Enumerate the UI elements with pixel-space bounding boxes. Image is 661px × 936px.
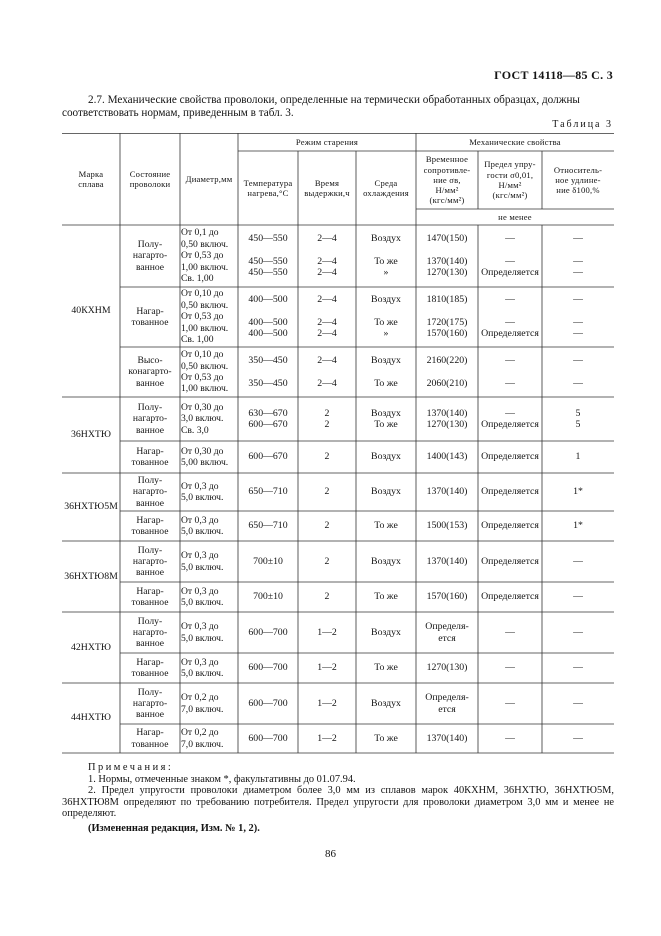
- medium-cell: Воздух: [371, 486, 401, 498]
- note-2: 2. Предел упругости проволоки диаметром более 3,0 мм из сплавов марок 40КХНМ, 36НХТЮ, 36НХТЮ5М, 36НХТЮ8М определяют по требованию потребителя. Предел упругости для проволоки диаметром 3,0 мм и менее не определяют.: [62, 785, 614, 820]
- diameter-cell: От 0,10 до 0,50 включ. От 0,53 до 1,00 включ.: [181, 349, 229, 395]
- header-min-note: не менее: [498, 211, 532, 222]
- time-cell: 1—2: [317, 662, 337, 674]
- medium-cell: То же: [374, 732, 398, 744]
- notes-title: Примечания:: [88, 762, 174, 773]
- header-temperature: Температура нагрева,°С: [243, 177, 293, 198]
- header-mech: Механические свойства: [469, 136, 561, 147]
- state-cell: Полу- нагарто- ванное: [132, 239, 168, 273]
- state-cell: Нагар- тованное: [131, 514, 169, 537]
- tensile-cell: 1370(140) 1270(130): [426, 407, 468, 430]
- tensile-cell: 1570(160): [426, 591, 468, 603]
- diameter-cell: От 0,2 до 7,0 включ.: [181, 727, 224, 750]
- time-cell: 2—4 2—4: [317, 355, 337, 389]
- intro-paragraph: 2.7. Механические свойства проволоки, определенные на термически обработанных образцах, должны соответствовать нормам, приведенным в табл. 3.: [62, 94, 580, 119]
- time-cell: 2—4 2—4 2—4: [317, 233, 337, 279]
- state-cell: Нагар- тованное: [131, 656, 169, 679]
- elongation-cell: — —: [573, 355, 583, 389]
- medium-cell: Воздух То же »: [371, 233, 401, 279]
- diameter-cell: От 0,3 до 5,0 включ.: [181, 621, 224, 644]
- elastic-cell: —: [505, 732, 515, 744]
- temperature-cell: 400—500 400—500 400—500: [248, 294, 288, 340]
- elastic-cell: — — Определяется: [481, 233, 539, 279]
- time-cell: 1—2: [317, 626, 337, 638]
- state-cell: Высо- конагарто- ванное: [128, 355, 172, 389]
- table-caption: Таблица 3: [552, 119, 613, 130]
- state-cell: Полу- нагарто- ванное: [132, 544, 168, 579]
- state-cell: Полу- нагарто- ванное: [132, 686, 168, 721]
- state-cell: Полу- нагарто- ванное: [132, 402, 168, 436]
- elastic-cell: Определяется: [481, 591, 539, 603]
- time-cell: 2: [324, 486, 330, 498]
- medium-cell: Воздух: [371, 555, 401, 567]
- diameter-cell: От 0,10 до 0,50 включ. От 0,53 до 1,00 включ. Св. 1,00: [181, 288, 229, 346]
- state-cell: Полу- нагарто- ванное: [132, 615, 168, 650]
- elongation-cell: 1*: [573, 520, 583, 532]
- state-cell: Нагар- тованное: [131, 445, 169, 468]
- time-cell: 2: [324, 520, 330, 532]
- temperature-cell: 600—670: [248, 451, 288, 463]
- tensile-cell: 1370(140): [426, 732, 468, 744]
- tensile-cell: Определя- ется: [425, 692, 469, 715]
- header-tensile: Временное сопротивле- ние σв, Н/мм² (кгс/мм²): [423, 154, 471, 206]
- elastic-cell: —: [505, 626, 515, 638]
- diameter-cell: От 0,30 до 3,0 включ. Св. 3,0: [181, 401, 224, 436]
- elastic-cell: — —: [505, 355, 515, 389]
- time-cell: 1—2: [317, 732, 337, 744]
- temperature-cell: 650—710: [248, 520, 288, 532]
- header-diameter: Диаметр,мм: [185, 173, 233, 184]
- tensile-cell: Определя- ется: [425, 621, 469, 644]
- medium-cell: То же: [374, 520, 398, 532]
- tensile-cell: 1500(153): [426, 520, 468, 532]
- time-cell: 2: [324, 591, 330, 603]
- diameter-cell: От 0,2 до 7,0 включ.: [181, 692, 224, 715]
- header-time: Время выдержки,ч: [304, 177, 350, 198]
- edition-note: (Измененная редакция, Изм. № 1, 2).: [88, 822, 260, 834]
- medium-cell: То же: [374, 662, 398, 674]
- medium-cell: Воздух: [371, 626, 401, 638]
- diameter-cell: От 0,3 до 5,0 включ.: [181, 585, 224, 608]
- standard-header: ГОСТ 14118—85 С. 3: [494, 68, 613, 82]
- header-medium: Среда охлаждения: [363, 177, 409, 198]
- elongation-cell: —: [573, 555, 583, 567]
- tensile-cell: 1370(140): [426, 555, 468, 567]
- elongation-cell: 5 5: [575, 407, 581, 430]
- medium-cell: Воздух То же: [371, 407, 401, 430]
- temperature-cell: 450—550 450—550 450—550: [248, 233, 288, 279]
- elastic-cell: Определяется: [481, 520, 539, 532]
- elastic-cell: —: [505, 697, 515, 709]
- state-cell: Нагар- тованное: [131, 585, 169, 608]
- time-cell: 1—2: [317, 697, 337, 709]
- temperature-cell: 600—700: [248, 697, 288, 709]
- elastic-cell: — Определяется: [481, 407, 539, 430]
- grade-cell: 40КХНМ: [71, 305, 111, 317]
- tensile-cell: 1370(140): [426, 486, 468, 498]
- time-cell: 2 2: [324, 407, 330, 430]
- grade-cell: 36НХТЮ8М: [64, 570, 118, 582]
- tensile-cell: 1270(130): [426, 662, 468, 674]
- state-cell: Нагар- тованное: [131, 727, 169, 750]
- header-aging: Режим старения: [295, 136, 359, 147]
- elastic-cell: — — Определяется: [481, 294, 539, 340]
- page-number: 86: [325, 848, 336, 860]
- medium-cell: Воздух: [371, 697, 401, 709]
- time-cell: 2—4 2—4 2—4: [317, 294, 337, 340]
- note-1: 1. Нормы, отмеченные знаком *, факультативны до 01.07.94.: [88, 773, 356, 785]
- diameter-cell: От 0,3 до 5,0 включ.: [181, 550, 224, 573]
- temperature-cell: 630—670 600—670: [248, 407, 288, 430]
- header-grade: Марка сплава: [78, 168, 104, 189]
- time-cell: 2: [324, 451, 330, 463]
- tensile-cell: 1810(185) 1720(175) 1570(160): [426, 294, 468, 340]
- elastic-cell: Определяется: [481, 555, 539, 567]
- diameter-cell: От 0,1 до 0,50 включ. От 0,53 до 1,00 включ. Св. 1,00: [181, 227, 229, 285]
- elastic-cell: —: [505, 662, 515, 674]
- state-cell: Полу- нагарто- ванное: [132, 475, 168, 509]
- elongation-cell: 1: [575, 451, 581, 463]
- elongation-cell: —: [573, 732, 583, 744]
- elongation-cell: — — —: [573, 294, 583, 340]
- diameter-cell: От 0,3 до 5,0 включ.: [181, 656, 224, 679]
- elongation-cell: —: [573, 591, 583, 603]
- header-elongation: Относитель- ное удлине- ние δ100,%: [553, 164, 603, 196]
- notes: [62, 762, 614, 835]
- medium-cell: Воздух: [371, 451, 401, 463]
- medium-cell: То же: [374, 591, 398, 603]
- diameter-cell: От 0,3 до 5,0 включ.: [181, 480, 224, 503]
- header-state: Состояние проволоки: [129, 168, 171, 189]
- elongation-cell: —: [573, 697, 583, 709]
- header-elastic: Предел упру- гости σ0,01, Н/мм² (кгс/мм²): [484, 159, 536, 201]
- diameter-cell: От 0,30 до 5,00 включ.: [181, 445, 229, 468]
- temperature-cell: 650—710: [248, 486, 288, 498]
- medium-cell: Воздух То же: [371, 355, 401, 389]
- elastic-cell: Определяется: [481, 486, 539, 498]
- temperature-cell: 700±10: [253, 591, 283, 603]
- elongation-cell: —: [573, 662, 583, 674]
- elastic-cell: Определяется: [481, 451, 539, 463]
- temperature-cell: 600—700: [248, 662, 288, 674]
- temperature-cell: 350—450 350—450: [248, 355, 288, 389]
- grade-cell: 42НХТЮ: [70, 641, 111, 653]
- elongation-cell: — — —: [573, 233, 583, 279]
- grade-cell: 36НХТЮ: [70, 429, 111, 441]
- temperature-cell: 600—700: [248, 626, 288, 638]
- time-cell: 2: [324, 555, 330, 567]
- grade-cell: 36НХТЮ5М: [64, 501, 118, 513]
- tensile-cell: 2160(220) 2060(210): [426, 355, 468, 389]
- medium-cell: Воздух То же »: [371, 294, 401, 340]
- diameter-cell: От 0,3 до 5,0 включ.: [181, 514, 224, 537]
- tensile-cell: 1470(150) 1370(140) 1270(130): [426, 233, 468, 279]
- properties-table: [62, 133, 614, 757]
- elongation-cell: —: [573, 626, 583, 638]
- tensile-cell: 1400(143): [426, 451, 468, 463]
- grade-cell: 44НХТЮ: [70, 712, 111, 724]
- state-cell: Нагар- тованное: [131, 305, 169, 328]
- temperature-cell: 600—700: [248, 732, 288, 744]
- temperature-cell: 700±10: [253, 555, 283, 567]
- elongation-cell: 1*: [573, 486, 583, 498]
